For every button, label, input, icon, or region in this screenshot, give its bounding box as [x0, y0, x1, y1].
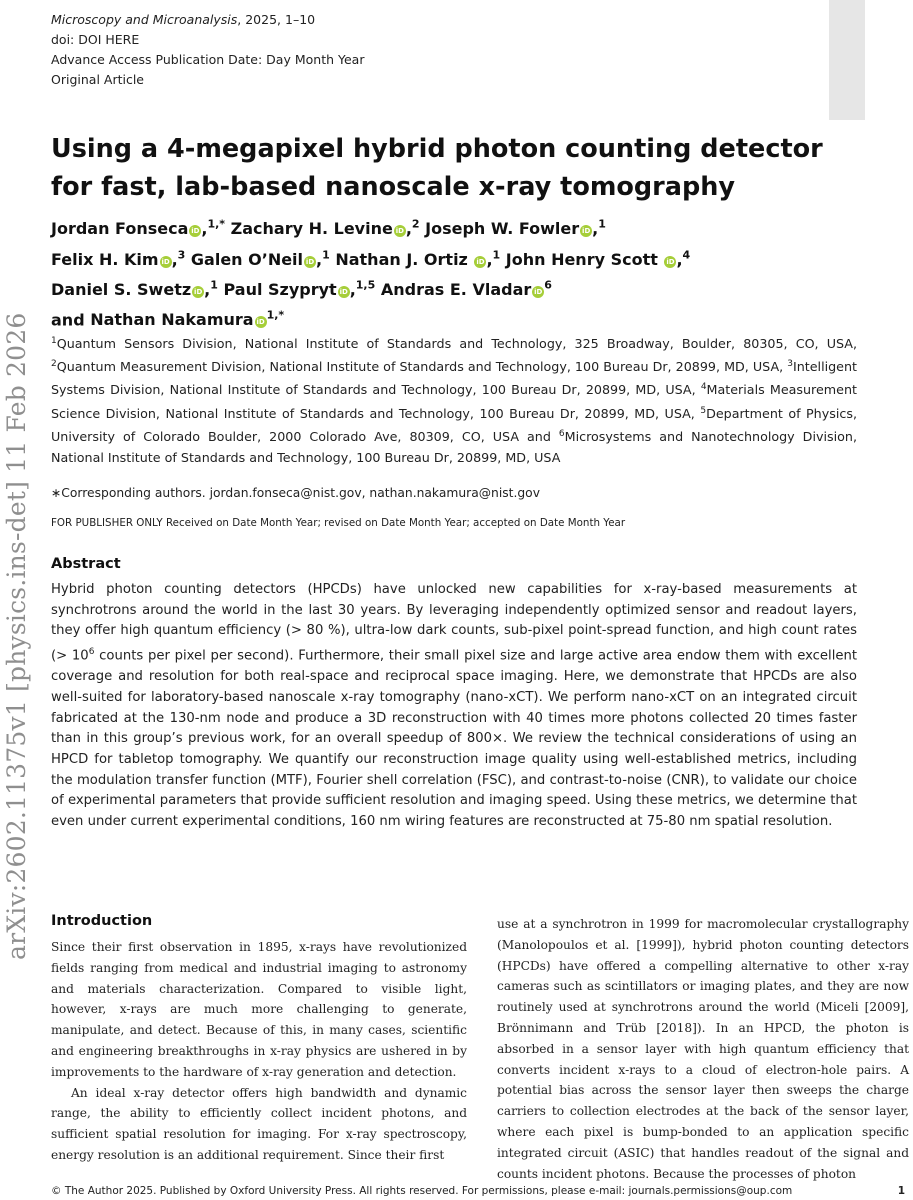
affiliation: Microsystems and Nanotechnology Division, National Institute of Standards and Technology, 100 Bureau Dr, 20899, MD, USA [51, 429, 857, 466]
orcid-icon[interactable]: iD [476, 257, 485, 266]
abstract-text: Hybrid photon counting detectors (HPCDs) have unlocked new capabilities for x-ray-based measurements at synchrotrons around the world in the last 30 years. By leveraging independently optimized sensor and readout layers, they offer high quantum efficiency (> 80 %), ultra-low dark counts, sub-pixel point-spread function, and high count rates (> $10^6$ counts per pixel per second). Furthermore, their small pixel size and large active area endow them with excellent coverage and resolution for both real-space and reciprocal space imaging. Here, we demonstrate that HPCDs are also well-suited for laboratory-based nanoscale x-ray tomography (nano-xCT). We perform nano-xCT on an integrated circuit fabricated at the 130-nm node and produce a 3D reconstruction with 40 times more photons collected 20 times faster than in this group’s previous work, for an overall speedup of 800×. We review the technical considerations of using an HPCD for tabletop tomography. We quantify our reconstruction image quality using well-established metrics, including the modulation transfer function (MTF), Fourier shell correlation (FSC), and contrast-to-noise (CNR), to validate our choice of experimental parameters that provide sufficient resolution and imaging speed. Using these metrics, we determine that even under current experimental conditions, 160 nm wiring features are reconstructed at 75-80 nm spatial resolution. [51, 582, 857, 830]
journal-citation [51, 10, 364, 30]
body-column-right [497, 914, 909, 1184]
author: John Henry Scott iD ,$^4$ [505, 248, 691, 269]
publisher-note: FOR PUBLISHER ONLY Received on Date Month Year; revised on Date Month Year; accepted on Date Month Year [51, 517, 626, 529]
affiliation: Quantum Sensors Division, National Institute of Standards and Technology, 325 Broadway, Boulder, 80305, CO, USA, [56, 336, 857, 352]
author: Jordan Fonseca iD ,$^{1,*}$ [51, 218, 226, 239]
author: Nathan J. Ortiz iD ,$^1$ [335, 248, 501, 269]
corner-tab [829, 0, 865, 120]
orcid-icon[interactable]: iD [534, 287, 543, 296]
journal-name: Microscopy and Microanalysis [51, 12, 238, 27]
paragraph: An ideal x-ray detector offers high bandwidth and dynamic range, the ability to efficiently collect incident photons, and sufficient spatial resolution for imaging. For x-ray spectroscopy, energy resolution is an additional requirement. Since their first [51, 1085, 467, 1162]
introduction-heading: Introduction [51, 913, 153, 929]
author: Daniel S. Swetz iD ,$^1$ [51, 278, 218, 299]
paper-title: Using a 4-megapixel hybrid photon counting detector for fast, lab-based nanoscale x-ray tomography [51, 134, 823, 202]
orcid-icon[interactable]: iD [191, 227, 200, 236]
paragraph: use at a synchrotron in 1999 for macromolecular crystallography (Manolopoulos et al. [1999]), hybrid photon counting detectors (HPCDs) have offered a compelling alternative to other x-ray cameras such as scintillators or imaging plates, and they are now routinely used at synchrotrons around the world (Miceli [2009], Brönnimann and Trüb [2018]). In an HPCD, the photon is absorbed in a sensor layer with high quantum efficiency that converts incident x-rays to a cloud of electron-hole pairs. A potential bias across the sensor layer then sweeps the charge carriers to collection electrodes at the back of the sensor layer, where each pixel is bump-bonded to an application specific integrated circuit (ASIC) that handles readout of the signal and counts incident photons. Because the processes of photon [497, 917, 909, 1181]
affiliation: Intelligent Systems Division, National Institute of Standards and Technology, 100 Bureau Dr, 20899, MD, USA, [51, 359, 857, 398]
orcid-icon[interactable]: iD [582, 227, 591, 236]
orcid-icon[interactable]: iD [339, 287, 348, 296]
article-type: Original Article [51, 72, 144, 87]
orcid-icon[interactable]: iD [666, 257, 675, 266]
copyright: © The Author 2025. Published by Oxford University Press. All rights reserved. For permissions, please e-mail: journals.permissions@oup.com [51, 1185, 793, 1197]
corresponding-authors: ∗Corresponding authors. jordan.fonseca@nist.gov, nathan.nakamura@nist.gov [51, 486, 540, 500]
orcid-icon[interactable]: iD [305, 257, 315, 266]
orcid-icon[interactable]: iD [395, 227, 404, 236]
page-number: 1 [897, 1185, 905, 1197]
author: Felix H. Kim iD ,$^3$ [51, 248, 186, 269]
page-footer [51, 1185, 913, 1197]
author: Zachary H. Levine iD ,$^2$ [230, 218, 420, 239]
author: Galen O’Neil iD ,$^1$ [190, 248, 330, 269]
affiliations: $^1$Quantum Sensors Division, National Institute of Standards and Technology, 325 Broadway, Boulder, 80305, CO, USA, $^2$Quantum Measurement Division, National Institute of Standards and Technology, 100 Bureau Dr, 20899, MD, USA, $^3$Intelligent Systems Division, National Institute of Standards and Technology, 100 Bureau Dr, 20899, MD, USA, $^4$Materials Measurement Science Division, National Institute of Standards and Technology, 100 Bureau Dr, 20899, MD, USA, $^5$Department of Physics, University of Colorado Boulder, 2000 Colorado Ave, 80309, CO, USA and $^6$Microsystems and Nanotechnology Division, National Institute of Standards and Technology, 100 Bureau Dr, 20899, MD, USA [51, 336, 857, 466]
paragraph: Since their first observation in 1895, x-rays have revolutionized fields ranging from medical and industrial imaging to astronomy and materials characterization. Compared to visible light, however, x-rays are much more challenging to generate, manipulate, and detect. Because of this, in many cases, scientific and engineering breakthroughs in x-ray physics are ushered in by improvements to the hardware of x-ray generation and detection. [51, 940, 467, 1079]
abstract-heading: Abstract [51, 556, 121, 572]
doi: doi: DOI HERE [51, 32, 140, 47]
author: Andras E. Vladar $iD^6$ [380, 278, 552, 299]
body-column-left [51, 937, 467, 1166]
author: Joseph W. Fowler iD ,$^1$ [425, 218, 606, 239]
arxiv-stamp: arXiv:2602.11375v1 [physics.ins-det] 11 Feb 2026 [2, 312, 31, 960]
advance-access: Advance Access Publication Date: Day Month Year [51, 52, 365, 67]
affiliation: Department of Physics, University of Colorado Boulder, 2000 Colorado Ave, 80309, CO, USA and [51, 405, 857, 445]
author-list [51, 212, 851, 333]
journal-header [51, 10, 364, 90]
author-and: and [51, 310, 85, 330]
orcid-icon[interactable]: iD [194, 287, 203, 296]
orcid-icon[interactable]: iD [161, 257, 170, 266]
author: Paul Szypryt iD ,$^{1,5}$ [223, 278, 376, 299]
journal-year-pages: , 2025, 1–10 [237, 12, 316, 27]
affiliation: Materials Measurement Science Division, National Institute of Standards and Technology, 100 Bureau Dr, 20899, MD, USA, [51, 382, 857, 421]
affiliation: Quantum Measurement Division, National Institute of Standards and Technology, 100 Bureau Dr, 20899, MD, USA, [56, 359, 784, 375]
author: Nathan Nakamura $iD^{1,*}$ [90, 308, 285, 330]
orcid-icon[interactable]: iD [256, 318, 265, 327]
